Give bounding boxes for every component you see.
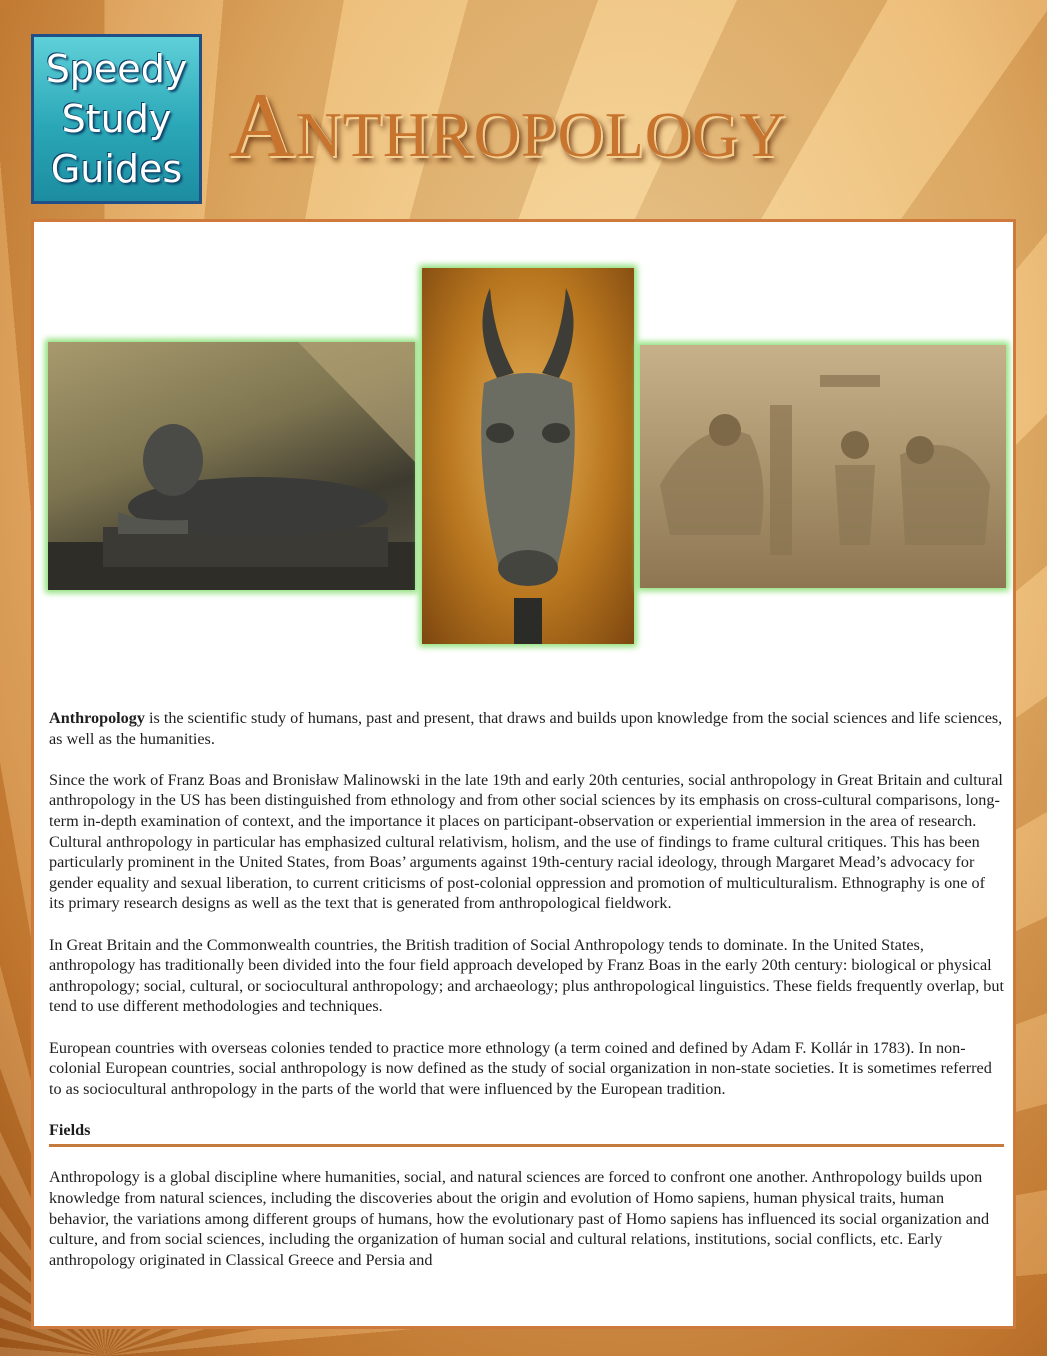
intro-lead-term: Anthropology <box>49 709 145 727</box>
paragraph-fields: Anthropology is a global discipline where humanities, social, and natural sciences are forced to confront one another. Anthropology builds upon knowledge from natural sciences, including the discoveries about the origin and evolution of Homo sapiens, human physical traits, human behavior, the variations among different groups of humans, how the evolutionary past of Homo sapiens has influenced its social organization and culture, and from social sciences, including the organization of human social and cultural relations, institutions, social conflicts, etc. Early anthropology originated in Classical Greece and Persia and <box>49 1168 990 1269</box>
egyptian-relief-photo <box>640 345 1006 588</box>
logo-line-2: Study <box>61 97 172 141</box>
article-body <box>49 708 1004 1291</box>
paragraph-history: Since the work of Franz Boas and Bronisław Malinowski in the late 19th and early 20th centuries, social anthropology in Great Britain and cultural anthropology in the US has been distinguished from ethnology and from other social sciences by its emphasis on cross-cultural comparisons, long-term in-depth examination of context, and the importance it places on participant-observation or experiential immersion in the area of research. Cultural anthropology in particular has emphasized cultural relativism, holism, and the use of findings to frame cultural critiques. This has been particularly prominent in the United States, from Boas’ arguments against 19th-century racial ideology, through Margaret Mead’s advocacy for gender equality and sexual liberation, to current criticisms of post-colonial oppression and promotion of multiculturalism. Ethnography is one of its primary research designs as well as the text that is generated from anthropological fieldwork. <box>49 770 1003 913</box>
section-divider <box>49 1144 1004 1147</box>
intro-text: is the scientific study of humans, past and present, that draws and builds upon knowledge from the social sciences and life sciences, as well as the humanities. <box>49 709 1003 748</box>
paragraph-traditions: In Great Britain and the Commonwealth countries, the British tradition of Social Anthropology tends to dominate. In the United States, anthropology has traditionally been divided into the four field approach developed by Franz Boas in the early 20th century: biological or physical anthropology; social, cultural, or sociocultural anthropology; and archaeology; plus anthropological linguistics. These fields frequently overlap, but tend to use different methodologies and techniques. <box>49 935 1004 1016</box>
section-heading-fields: Fields <box>49 1120 91 1139</box>
content-panel <box>31 219 1016 1329</box>
logo-line-3: Guides <box>50 147 183 191</box>
page-title: Anthropology <box>228 74 787 176</box>
logo-line-1: Speedy <box>45 47 188 91</box>
paragraph-european: European countries with overseas colonies tended to practice more ethnology (a term coined and defined by Adam F. Kollár in 1783). In non-colonial European countries, social anthropology is now defined as the study of social organization in non-state societies. It is sometimes referred to as sociocultural anthropology in the parts of the world that were influenced by the European tradition. <box>49 1038 992 1098</box>
speedy-study-guides-logo <box>31 34 202 204</box>
paragraph-intro <box>49 708 1004 749</box>
lion-statue-photo <box>48 342 415 590</box>
bull-head-sculpture-photo <box>422 268 634 644</box>
